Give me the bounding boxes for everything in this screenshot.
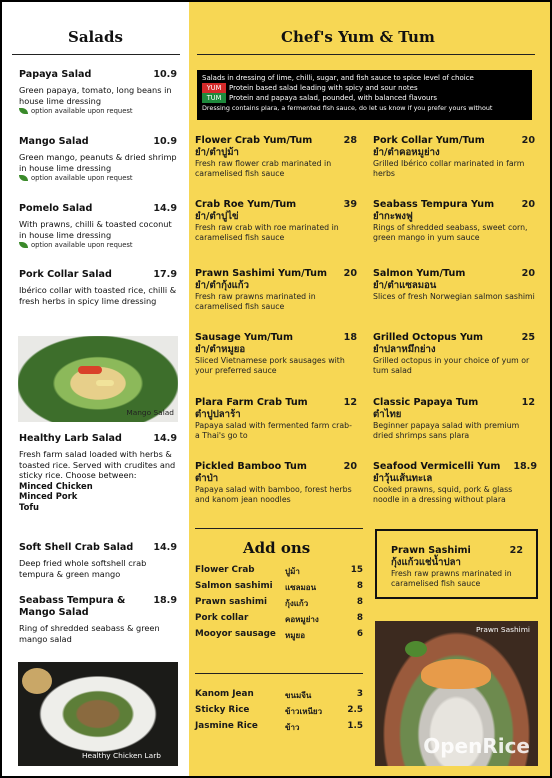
mango-strip [96,380,114,386]
item-name: Pork Collar Yum/Tum [373,135,485,146]
item-desc: Beginner papaya salad with premium dried shrimps sans plara [373,421,520,440]
item-desc: Cooked prawns, squid, pork & glass noodle in a dressing without plara [373,485,513,504]
item-price: 20 [521,135,535,146]
legend-intro: Salads in dressing of lime, chilli, sugar, and fish sauce to spice level of choice [202,74,474,82]
prawn-sashimi-box [375,529,538,599]
salad-name: Papaya Salad [19,69,92,80]
addon-price: 8 [356,597,363,607]
item-thai: ยำ/ตำปูม้า [195,147,239,158]
addon-thai: ปูม้า [285,567,300,576]
item-name: Pickled Bamboo Tum [195,461,307,472]
legend-note: Dressing contains plara, a fermented fish sauce, do let us know if you prefer yours without [202,104,493,112]
addon-name: Salmon sashimi [195,581,273,591]
yum-tag: YUM [202,83,226,93]
veg-note-text: option available upon request [31,241,133,249]
addon-thai: ข้าว [285,723,300,732]
addon-name: Mooyor sausage [195,629,276,639]
item-desc: Grilled Ibérico collar marinated in farm herbs [373,159,525,178]
salad-name: Soft Shell Crab Salad [19,542,134,553]
addon-row [195,689,363,703]
yum-text: Protein based salad leading with spicy and sour notes [229,84,418,92]
salad-item-mango [19,136,177,182]
salad-name: Mango Salad [19,136,89,147]
item-price: 18 [343,332,357,343]
item-name: Classic Papaya Tum [373,397,479,408]
larb-photo [18,662,178,766]
item-price: 12 [343,397,357,408]
addons-top-rule [195,528,363,529]
addon-price: 6 [356,629,363,639]
salad-name: Seabass Tempura & Mango Salad [19,595,126,618]
addon-thai: ขนมจีน [285,691,312,700]
larb-choice: Minced Chicken [19,480,93,491]
item-name: Grilled Octopus Yum [373,332,484,343]
larb-choice: Tofu [19,501,39,512]
veg-note [19,241,177,249]
legend-yum [202,83,527,93]
item-name: Plara Farm Crab Tum [195,397,308,408]
addon-row [195,581,363,595]
salad-item-soft-shell-crab [19,542,177,579]
salad-price: 14.9 [153,433,177,444]
item-price: 28 [343,135,357,146]
addon-price: 15 [350,565,363,575]
leaf-icon [19,175,28,181]
item-name: Salmon Yum/Tum [373,268,466,279]
item-desc: Papaya salad with fermented farm crab- a Thai's go to [195,421,352,440]
item-thai: ยำ/ตำหมูยอ [195,344,246,355]
item-thai: ยำ/ตำปูไข่ [195,211,239,222]
item-thai: ยำ/ตำกุ้งแก้ว [195,280,250,291]
item-thai: ตำไทย [373,409,402,420]
item-thai: ตำปูปลาร้า [195,409,241,420]
addon-thai: หมูยอ [285,631,306,640]
yum-tum-title-rule [197,54,535,55]
addons-title: Add ons [243,539,311,557]
salad-price: 14.9 [153,203,177,214]
item-desc: Fresh raw flower crab marinated in caramelised fish sauce [195,159,332,178]
item-thai: ยำ/ตำแซลมอน [373,280,437,291]
addons-divider [195,673,363,674]
item-thai: กุ้งแก้วแช่น้ำปลา [391,557,461,568]
salad-price: 10.9 [153,69,177,80]
item-price: 12 [521,397,535,408]
yum-item-classic-papaya [373,397,535,441]
yum-item-plara-crab [195,397,357,441]
photo-caption: Prawn Sashimi [475,625,530,634]
watermark: OpenRice [423,734,530,758]
mango-salad-photo [18,336,178,422]
tum-text: Protein and papaya salad, pounded, with balanced flavours [229,94,437,102]
item-thai: ยำวุ้นเส้นทะเล [373,473,433,484]
yum-item-pork-collar [373,135,535,179]
salads-title: Salads [68,28,123,46]
salad-price: 14.9 [153,542,177,553]
addon-name: Pork collar [195,613,249,623]
item-desc: Slices of fresh Norwegian salmon sashimi [373,292,535,301]
salad-price: 10.9 [153,136,177,147]
salad-desc: With prawns, chilli & toasted coconut in house lime dressing [19,219,172,240]
prawn-sashimi-photo [375,621,538,766]
item-price: 20 [343,461,357,472]
addon-row [195,565,363,579]
veg-note-text: option available upon request [31,174,133,182]
item-price: 20 [343,268,357,279]
item-desc: Fresh raw prawns marinated in caramelised fish sauce [195,292,316,311]
item-price: 25 [521,332,535,343]
yum-item-sausage [195,332,357,376]
veg-note [19,174,177,182]
salad-desc: Fresh farm salad loaded with herbs & toasted rice. Served with crudites and sticky rice. Choose between: [19,449,176,480]
photo-caption: Healthy Chicken Larb [82,751,161,760]
salad-desc: Deep fried whole softshell crab tempura & green mango [19,558,147,579]
item-price: 39 [343,199,357,210]
salad-name: Healthy Larb Salad [19,433,122,444]
addon-thai: คอหมูย่าง [285,615,319,624]
yum-item-pickled-bamboo [195,461,357,505]
item-name: Flower Crab Yum/Tum [195,135,313,146]
tum-tag: TUM [202,93,226,103]
salad-desc: Ibérico collar with toasted rice, chilli & fresh herbs in spicy lime dressing [19,285,177,306]
dressing-bowl [421,659,491,689]
chilli-garnish [78,366,102,374]
addon-name: Sticky Rice [195,705,250,715]
item-desc: Sliced Vietnamese pork sausages with your preferred sauce [195,356,345,375]
addon-row [195,721,363,735]
addon-price: 3 [356,689,363,699]
salads-title-rule [12,54,180,55]
salad-item-papaya [19,69,177,115]
addon-thai: ข้าวเหนียว [285,707,323,716]
item-price: 18.9 [513,461,537,472]
larb-choice: Minced Pork [19,491,78,501]
item-name: Sausage Yum/Tum [195,332,294,343]
salad-name: Pomelo Salad [19,203,93,214]
yum-item-grilled-octopus [373,332,535,376]
legend-tum [202,93,527,103]
leaf-icon [19,108,28,114]
item-desc: Fresh raw crab with roe marinated in caramelised fish sauce [195,223,339,242]
yum-item-crab-roe [195,199,357,243]
side-dish [22,668,52,694]
item-thai: ตำป่า [195,473,219,484]
salad-price: 18.9 [153,595,177,606]
boxed-item [391,545,523,589]
yum-item-salmon [373,268,535,302]
addon-row [195,705,363,719]
addon-name: Kanom Jean [195,689,254,699]
item-name: Prawn Sashimi [391,545,471,556]
yum-item-seabass-tempura [373,199,535,243]
yum-tum-title: Chef's Yum & Tum [281,28,435,46]
herb-garnish [405,641,427,657]
salad-item-seabass-mango [19,595,177,644]
leaf-icon [19,242,28,248]
item-price: 22 [509,545,523,556]
addon-price: 2.5 [347,705,363,715]
item-desc: Rings of shredded seabass, sweet corn, green mango in yum sauce [373,223,528,242]
item-desc: Fresh raw prawns marinated in caramelised fish sauce [391,569,512,588]
addon-row [195,629,363,643]
salad-name: Pork Collar Salad [19,269,112,280]
salad-item-pork-collar [19,269,177,306]
addon-thai: แซลมอน [285,583,317,592]
item-name: Prawn Sashimi Yum/Tum [195,268,328,279]
salad-desc: Ring of shredded seabass & green mango salad [19,623,160,644]
addon-row [195,613,363,627]
addon-price: 8 [356,613,363,623]
addon-row [195,597,363,611]
item-thai: ยำกะพงฟู [373,211,413,222]
item-thai: ยำปลาหมึกย่าง [373,344,436,355]
item-desc: Grilled octopus in your choice of yum or tum salad [373,356,530,375]
photo-caption: Mango Salad [126,408,174,417]
yum-item-prawn-sashimi [195,268,357,312]
addon-name: Prawn sashimi [195,597,268,607]
addon-name: Flower Crab [195,565,255,575]
salad-item-larb [19,433,177,512]
item-thai: ยำ/ตำคอหมูย่าง [373,147,440,158]
item-price: 20 [521,199,535,210]
item-desc: Papaya salad with bamboo, forest herbs and kanom jean noodles [195,485,352,504]
yum-item-seafood-vermicelli [373,461,537,505]
yum-item-flower-crab [195,135,357,179]
addon-thai: กุ้งแก้ว [285,599,309,608]
dressing-legend [197,70,532,120]
salad-price: 17.9 [153,269,177,280]
salad-item-pomelo [19,203,177,249]
veg-note-text: option available upon request [31,107,133,115]
veg-note [19,107,177,115]
item-name: Seafood Vermicelli Yum [373,461,501,472]
addon-price: 8 [356,581,363,591]
addon-price: 1.5 [347,721,363,731]
item-name: Crab Roe Yum/Tum [195,199,297,210]
item-price: 20 [521,268,535,279]
addon-name: Jasmine Rice [195,721,258,731]
item-name: Seabass Tempura Yum [373,199,495,210]
salad-desc: Green papaya, tomato, long beans in house lime dressing [19,85,172,106]
salad-desc: Green mango, peanuts & dried shrimp in house lime dressing [19,152,177,173]
